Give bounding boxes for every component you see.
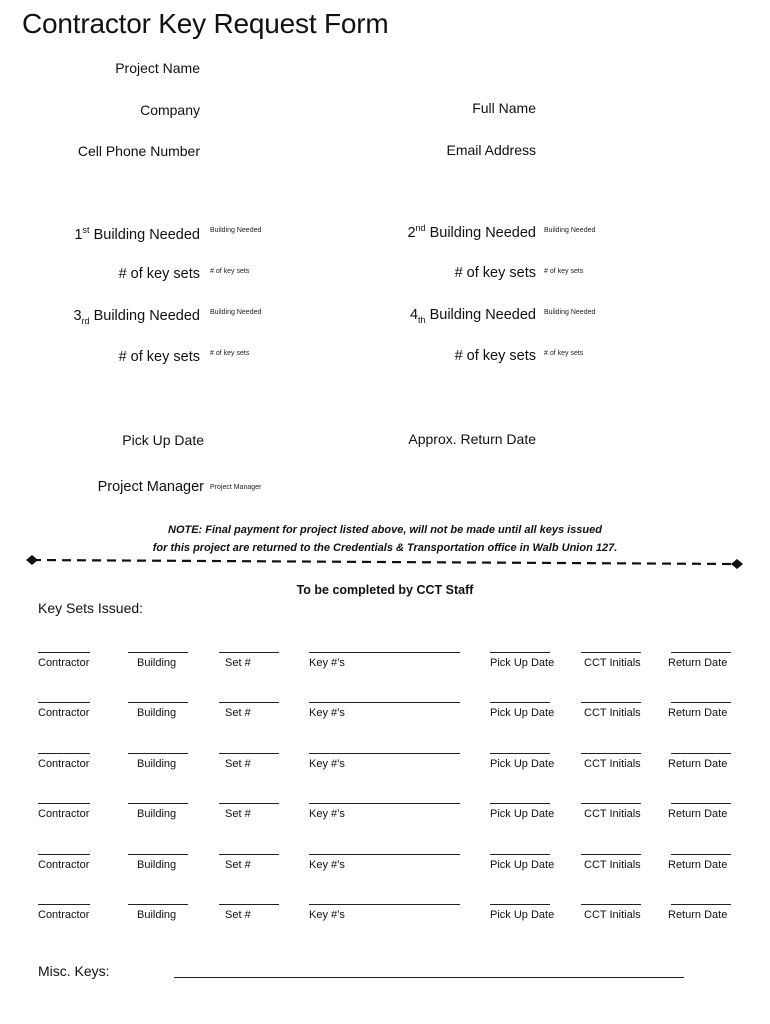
dashed-line — [32, 560, 736, 564]
building-3-ordinal-suffix: rd — [81, 315, 90, 326]
building-2-text: Building Needed — [429, 224, 536, 241]
misc-keys-field[interactable] — [174, 977, 684, 978]
building-3-field[interactable]: Building Needed — [210, 309, 262, 316]
contractor-column-label: Contractor — [38, 909, 90, 921]
cell-phone-label: Cell Phone Number — [77, 143, 200, 159]
set-number-field[interactable] — [219, 753, 279, 754]
return-date-field[interactable] — [671, 702, 731, 703]
set-number-column-label: Set # — [225, 858, 251, 871]
pick-up-date-field[interactable] — [490, 803, 550, 804]
pick-up-date-label: Pick Up Date — [122, 432, 204, 448]
return-date-field[interactable] — [671, 803, 731, 804]
cct-initials-field[interactable] — [581, 652, 641, 653]
building-field[interactable] — [128, 652, 188, 653]
project-name-label: Project Name — [115, 60, 200, 76]
key-numbers-field[interactable] — [309, 904, 460, 905]
building-3-text: Building Needed — [93, 308, 200, 324]
set-number-field[interactable] — [219, 854, 279, 855]
key-numbers-field[interactable] — [309, 854, 460, 855]
building-2-field[interactable]: Building Needed — [544, 227, 596, 234]
cct-initials-column-label: CCT Initials — [584, 757, 641, 770]
table-row — [0, 702, 770, 732]
cct-initials-field[interactable] — [581, 803, 641, 804]
pick-up-date-column-label: Pick Up Date — [490, 858, 555, 871]
contractor-column-label: Contractor — [38, 858, 90, 871]
contractor-field[interactable] — [38, 652, 90, 653]
key-numbers-field[interactable] — [309, 652, 460, 653]
building-2-ordinal: 2 — [407, 224, 416, 241]
full-name-label: Full Name — [472, 100, 536, 116]
set-number-field[interactable] — [219, 904, 279, 905]
building-field[interactable] — [128, 904, 188, 905]
building-1-ordinal: 1 — [74, 226, 83, 243]
contractor-column-label: Contractor — [38, 757, 90, 770]
contractor-field[interactable] — [38, 702, 90, 703]
cct-initials-field[interactable] — [581, 854, 641, 855]
page-title: Contractor Key Request Form — [22, 8, 389, 39]
pick-up-date-column-label: Pick Up Date — [490, 757, 555, 770]
key-sets-4-label: # of key sets — [454, 348, 536, 364]
key-sets-2-field[interactable]: # of key sets — [544, 268, 584, 275]
building-4-ordinal: 4 — [409, 307, 419, 323]
set-number-column-label: Set # — [225, 808, 251, 821]
pick-up-date-column-label: Pick Up Date — [490, 657, 555, 669]
building-1-ordinal-suffix: st — [82, 225, 90, 235]
table-row — [0, 854, 770, 884]
building-column-label: Building — [137, 808, 177, 821]
key-numbers-column-label: Key #’s — [309, 707, 345, 720]
set-number-field[interactable] — [219, 803, 279, 804]
building-1-field[interactable]: Building Needed — [210, 227, 262, 234]
building-3-ordinal: 3 — [73, 308, 82, 324]
pick-up-date-field[interactable] — [490, 652, 550, 653]
building-3-label — [73, 308, 200, 326]
cct-initials-column-label: CCT Initials — [584, 707, 641, 720]
building-1-label — [74, 225, 200, 243]
diamond-right-icon — [731, 559, 743, 569]
building-field[interactable] — [128, 702, 188, 703]
key-numbers-column-label: Key #’s — [309, 909, 345, 921]
pick-up-date-field[interactable] — [490, 854, 550, 855]
return-date-column-label: Return Date — [668, 757, 728, 770]
key-sets-3-field[interactable]: # of key sets — [210, 350, 250, 357]
cct-initials-column-label: CCT Initials — [584, 808, 641, 821]
staff-heading: To be completed by CCT Staff — [296, 583, 474, 597]
cct-initials-field[interactable] — [581, 753, 641, 754]
email-address-label: Email Address — [446, 142, 536, 158]
building-field[interactable] — [128, 753, 188, 754]
return-date-field[interactable] — [671, 753, 731, 754]
key-numbers-field[interactable] — [309, 803, 460, 804]
cct-initials-field[interactable] — [581, 702, 641, 703]
key-sets-3-label: # of key sets — [118, 349, 200, 365]
building-2-ordinal-suffix: nd — [415, 223, 426, 233]
cct-initials-column-label: CCT Initials — [584, 657, 641, 669]
building-column-label: Building — [137, 909, 177, 921]
key-numbers-column-label: Key #’s — [309, 858, 345, 871]
note-line-2: for this project are returned to the Credentials & Transportation office in Walb Union 127. — [152, 542, 618, 554]
table-row — [0, 753, 770, 783]
building-field[interactable] — [128, 854, 188, 855]
building-column-label: Building — [137, 707, 177, 720]
pick-up-date-column-label: Pick Up Date — [490, 808, 555, 821]
contractor-field[interactable] — [38, 854, 90, 855]
cct-initials-column-label: CCT Initials — [584, 858, 641, 871]
table-row — [0, 652, 770, 682]
set-number-column-label: Set # — [225, 909, 251, 921]
key-numbers-column-label: Key #’s — [309, 757, 345, 770]
key-numbers-field[interactable] — [309, 753, 460, 754]
table-row — [0, 904, 770, 934]
key-sets-1-field[interactable]: # of key sets — [210, 268, 250, 275]
return-date-label: Approx. Return Date — [408, 431, 536, 447]
contractor-field[interactable] — [38, 753, 90, 754]
contractor-column-label: Contractor — [38, 657, 90, 669]
return-date-column-label: Return Date — [668, 707, 728, 720]
company-label: Company — [140, 102, 200, 118]
cct-initials-field[interactable] — [581, 904, 641, 905]
set-number-field[interactable] — [219, 702, 279, 703]
set-number-field[interactable] — [219, 652, 279, 653]
key-sets-issued-label: Key Sets Issued: — [38, 600, 144, 616]
building-column-label: Building — [137, 657, 177, 669]
pick-up-date-field[interactable] — [490, 904, 550, 905]
note-line-1: NOTE: Final payment for project listed above, will not be made until all keys issued — [168, 524, 602, 536]
building-4-field[interactable]: Building Needed — [544, 309, 596, 316]
pick-up-date-field[interactable] — [490, 753, 550, 754]
building-2-label — [407, 223, 536, 241]
misc-keys-label: Misc. Keys: — [38, 963, 110, 979]
contractor-field[interactable] — [38, 803, 90, 804]
set-number-column-label: Set # — [225, 707, 251, 720]
set-number-column-label: Set # — [225, 657, 251, 669]
return-date-field[interactable] — [671, 904, 731, 905]
cut-line-divider — [20, 554, 750, 574]
building-4-text: Building Needed — [429, 307, 536, 323]
building-1-text: Building Needed — [93, 226, 200, 243]
key-numbers-field[interactable] — [309, 702, 460, 703]
key-sets-1-label: # of key sets — [118, 266, 200, 282]
return-date-column-label: Return Date — [668, 858, 728, 871]
building-field[interactable] — [128, 803, 188, 804]
pick-up-date-field[interactable] — [490, 702, 550, 703]
return-date-column-label: Return Date — [668, 909, 728, 921]
key-sets-4-field[interactable]: # of key sets — [544, 350, 584, 357]
building-column-label: Building — [137, 858, 177, 871]
contractor-column-label: Contractor — [38, 707, 90, 720]
pick-up-date-column-label: Pick Up Date — [490, 707, 555, 720]
return-date-field[interactable] — [671, 854, 731, 855]
diamond-left-icon — [26, 555, 38, 565]
return-date-column-label: Return Date — [668, 808, 728, 821]
return-date-column-label: Return Date — [668, 657, 728, 669]
building-column-label: Building — [137, 757, 177, 770]
contractor-field[interactable] — [38, 904, 90, 905]
key-sets-2-label: # of key sets — [454, 265, 536, 281]
cct-initials-column-label: CCT Initials — [584, 909, 641, 921]
project-manager-label: Project Manager — [97, 479, 204, 495]
key-numbers-column-label: Key #’s — [309, 808, 345, 821]
set-number-column-label: Set # — [225, 757, 251, 770]
building-4-ordinal-suffix: th — [418, 314, 426, 325]
table-row — [0, 803, 770, 833]
key-numbers-column-label: Key #’s — [309, 657, 345, 669]
building-4-label — [410, 307, 536, 325]
return-date-field[interactable] — [671, 652, 731, 653]
pick-up-date-column-label: Pick Up Date — [490, 909, 555, 921]
contractor-column-label: Contractor — [38, 808, 90, 821]
project-manager-field[interactable]: Project Manager — [210, 484, 262, 491]
